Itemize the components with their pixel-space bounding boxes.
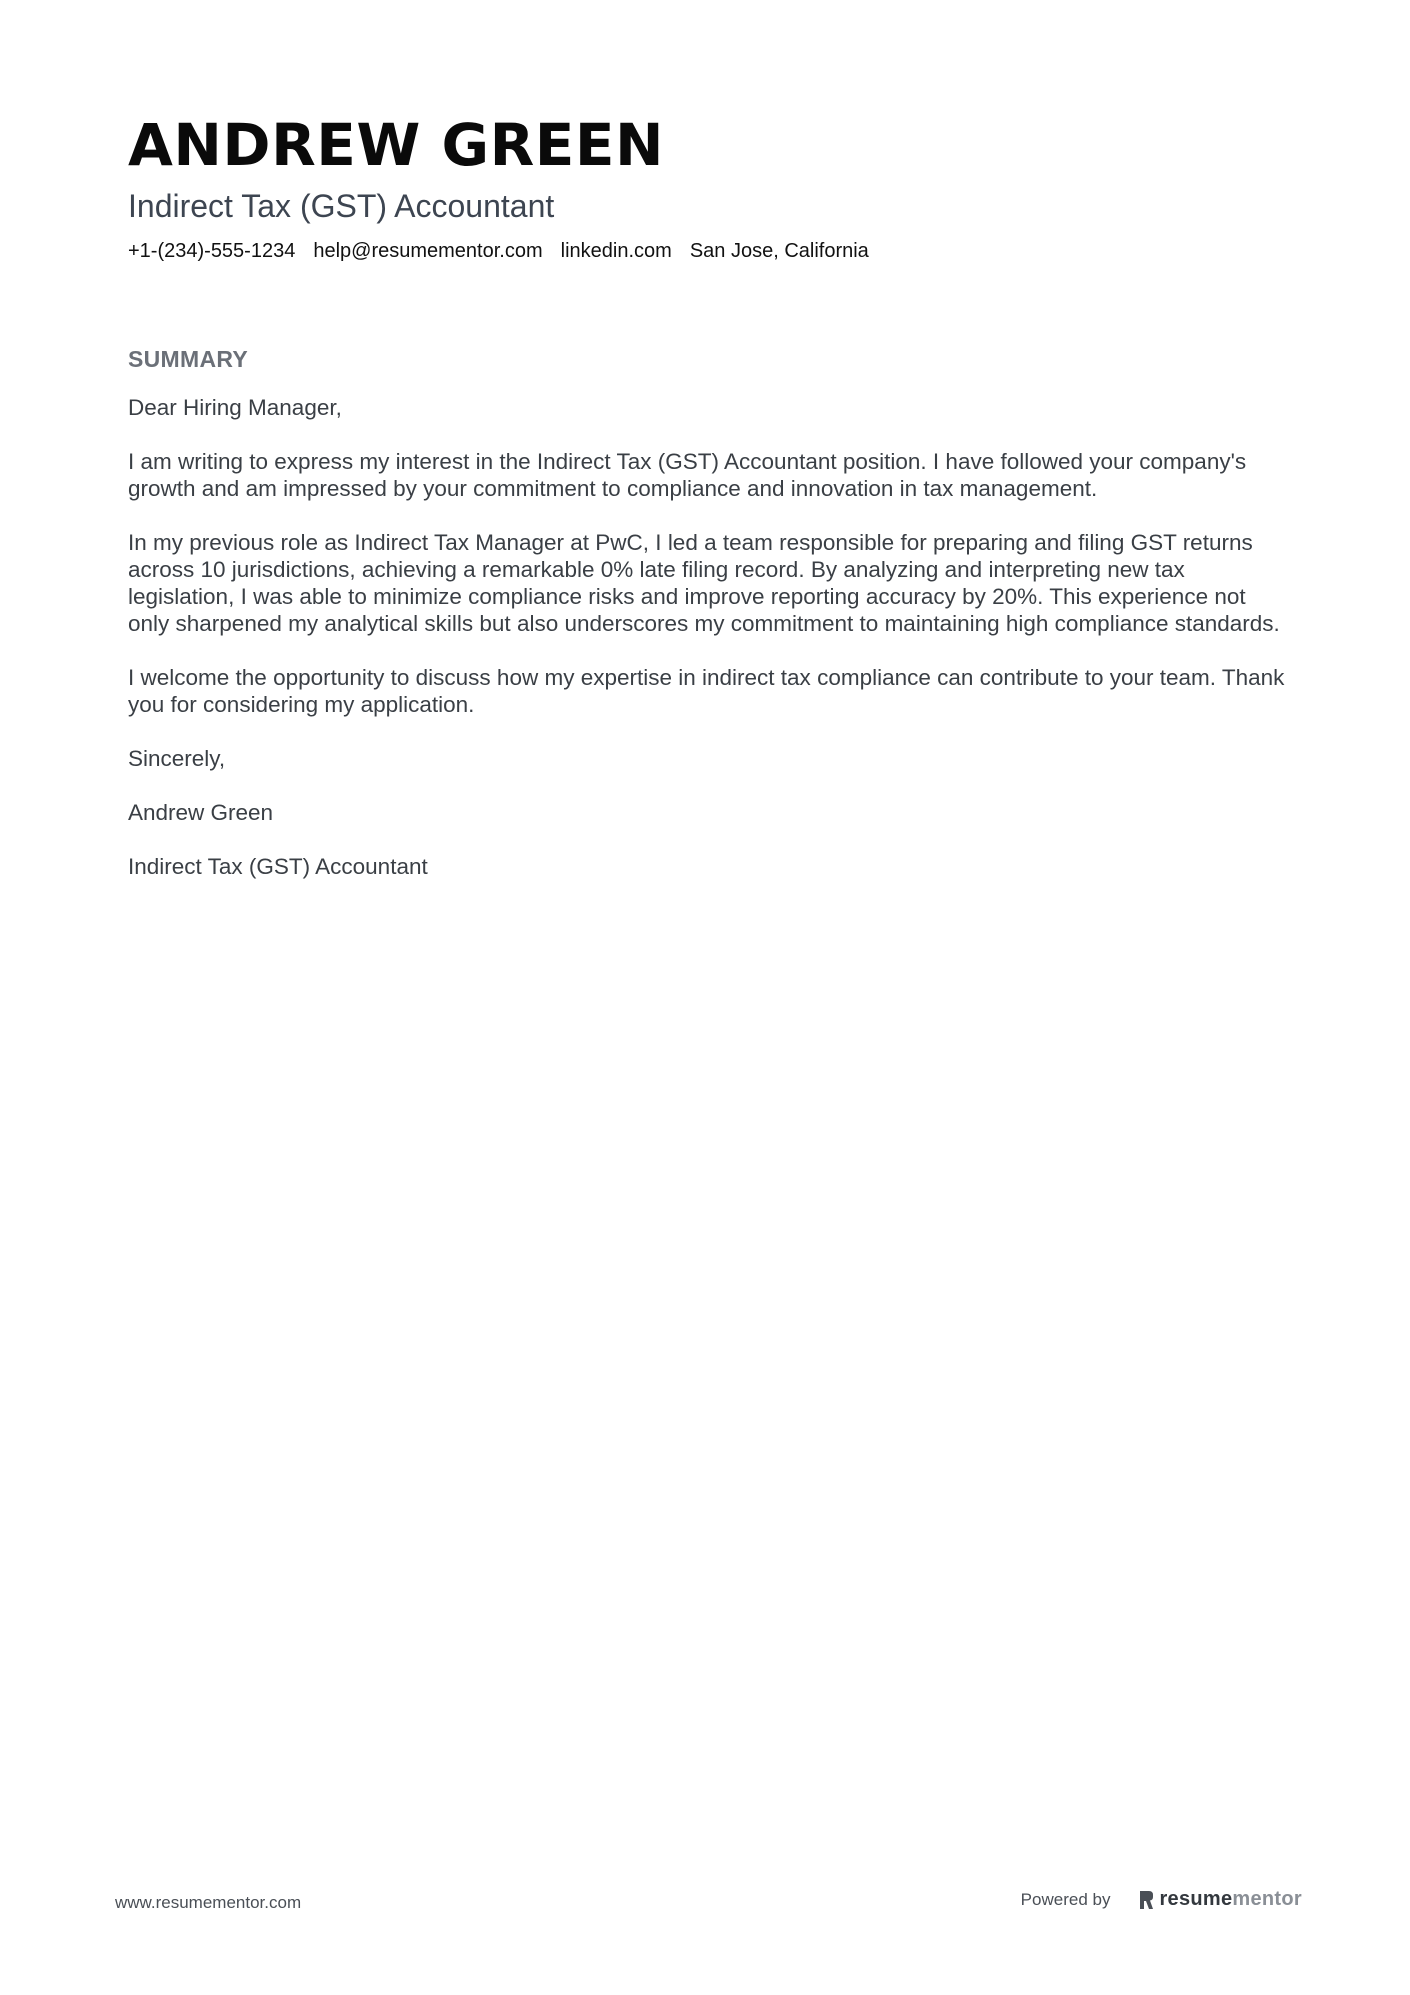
signature-name: Andrew Green [128, 800, 274, 825]
footer-branding [1021, 1888, 1302, 1911]
contact-email[interactable]: help@resumementor.com [313, 240, 543, 262]
job-title: Indirect Tax (GST) Accountant [128, 188, 555, 224]
powered-by-label: Powered by [1020, 1889, 1111, 1909]
letter-paragraph: I welcome the opportunity to discuss how my expertise in indirect tax compliance can contribute to your team. Thank you for considering my application. [128, 665, 1285, 717]
letter-body [128, 394, 1288, 880]
summary-section [128, 344, 1288, 907]
letter-paragraph: In my previous role as Indirect Tax Manager at PwC, I led a team responsible for preparing and filing GST returns across 10 jurisdictions, achieving a remarkable 0% late filing record. By analyzing and interpreting new tax legislation, I was able to minimize compliance risks and improve reporting accuracy by 20%. This experience not only sharpened my analytical skills but also underscores my commitment to maintaining high compliance standards. [128, 530, 1280, 636]
contact-phone: +1-(234)-555-1234 [128, 240, 296, 262]
contact-location: San Jose, California [689, 240, 869, 262]
contact-info [128, 238, 1288, 264]
footer-website[interactable]: www.resumementor.com [115, 1893, 302, 1912]
brand-name-part2: mentor [1232, 1888, 1302, 1910]
section-heading: SUMMARY [128, 346, 249, 372]
closing: Sincerely, [128, 746, 226, 771]
salutation: Dear Hiring Manager, [128, 395, 342, 420]
brand-name-part1: resume [1159, 1888, 1233, 1910]
header [128, 108, 1288, 264]
candidate-name: ANDREW GREEN [128, 111, 665, 179]
letter-paragraph: I am writing to express my interest in the Indirect Tax (GST) Accountant position. I have followed your company's growth and am impressed by your commitment to compliance and innovation in tax management. [128, 449, 1247, 501]
resumementor-logo-icon [1138, 1890, 1154, 1910]
brand-logo[interactable] [1138, 1888, 1302, 1911]
contact-linkedin[interactable]: linkedin.com [560, 240, 672, 262]
signature-title: Indirect Tax (GST) Accountant [128, 854, 428, 879]
